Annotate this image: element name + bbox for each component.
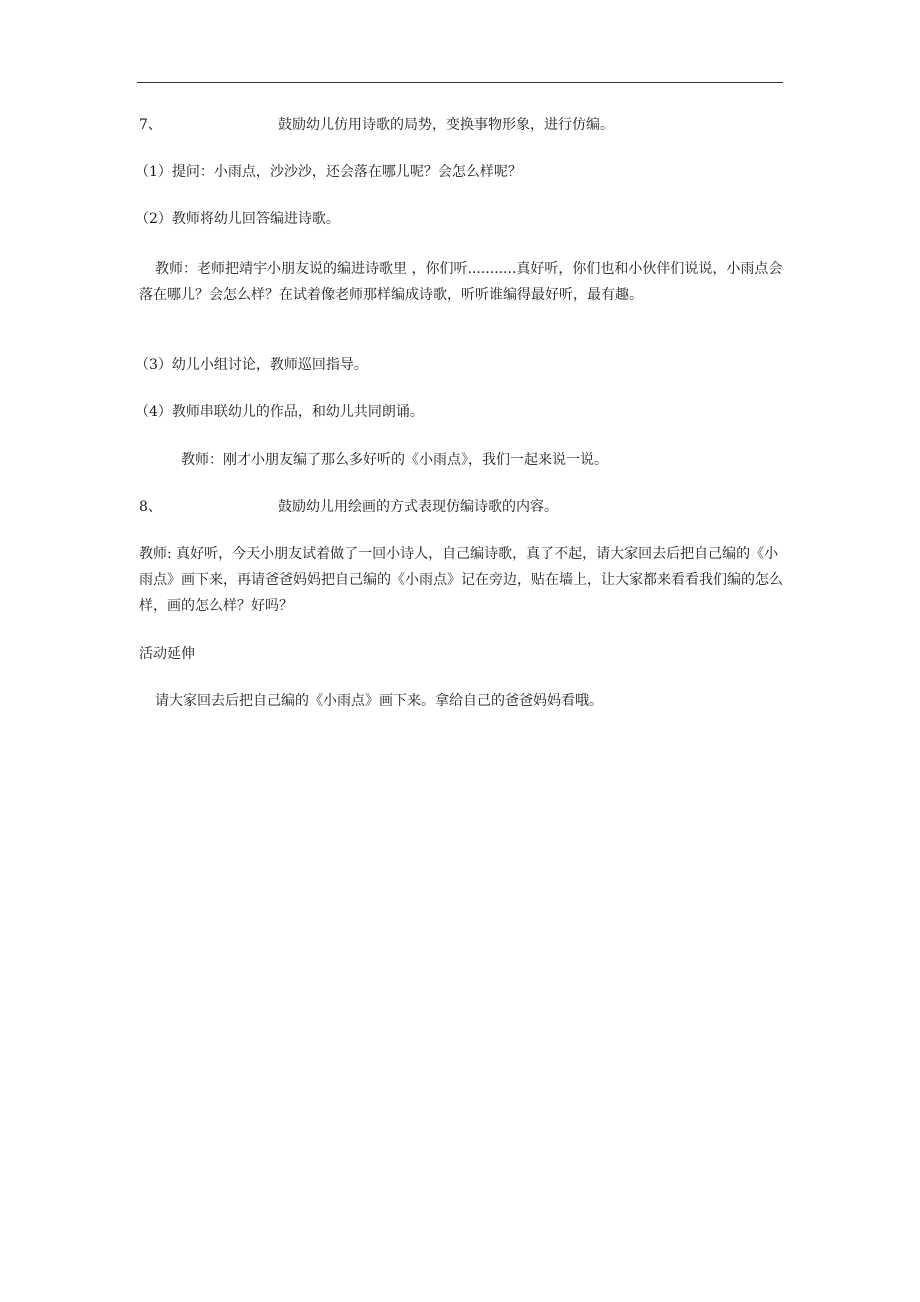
extension-heading: 活动延伸 — [139, 646, 195, 662]
extension-text: 请大家回去后把自己编的《小雨点》画下来。拿给自己的爸爸妈妈看哦。 — [155, 693, 603, 709]
sub-item-2: （2）教师将幼儿回答编进诗歌。 — [135, 211, 340, 227]
item-8-text: 鼓励幼儿用绘画的方式表现仿编诗歌的内容。 — [278, 499, 558, 515]
item-7 — [139, 118, 783, 132]
item-8-number: 8、 — [139, 499, 162, 515]
teacher-speech-3: 教师: 真好听，今天小朋友试着做了一回小诗人，自己编诗歌，真了不起，请大家回去后把自己编的《小雨点》画下来，再请爸爸妈妈把自己编的《小雨点》记在旁边，贴在墙上，让大家都来看看我们编的怎么样，画的怎么样？好吗？ — [139, 546, 783, 614]
item-7-number: 7、 — [139, 117, 162, 133]
teacher-speech-2: 教师：刚才小朋友编了那么多好听的《小雨点》，我们一起来说一说。 — [181, 452, 608, 468]
item-7-text: 鼓励幼儿仿用诗歌的局势，变换事物形象，进行仿编。 — [278, 117, 614, 133]
sub-item-3: （3）幼儿小组讨论，教师巡回指导。 — [135, 357, 368, 373]
header-rule — [137, 82, 783, 83]
item-8 — [139, 500, 783, 514]
sub-item-4: （4）教师串联幼儿的作品，和幼儿共同朗诵。 — [135, 404, 424, 420]
sub-item-1: （1）提问：小雨点，沙沙沙，还会落在哪儿呢？会怎么样呢？ — [135, 164, 522, 180]
teacher-speech-1: 教师：老师把靖宇小朋友说的编进诗歌里 ，你们听...........真好听，你们也和小伙伴们说说，小雨点会落在哪儿？会怎么样？在试着像老师那样编成诗歌，听听谁编得最好听，最有趣。 — [139, 261, 783, 303]
